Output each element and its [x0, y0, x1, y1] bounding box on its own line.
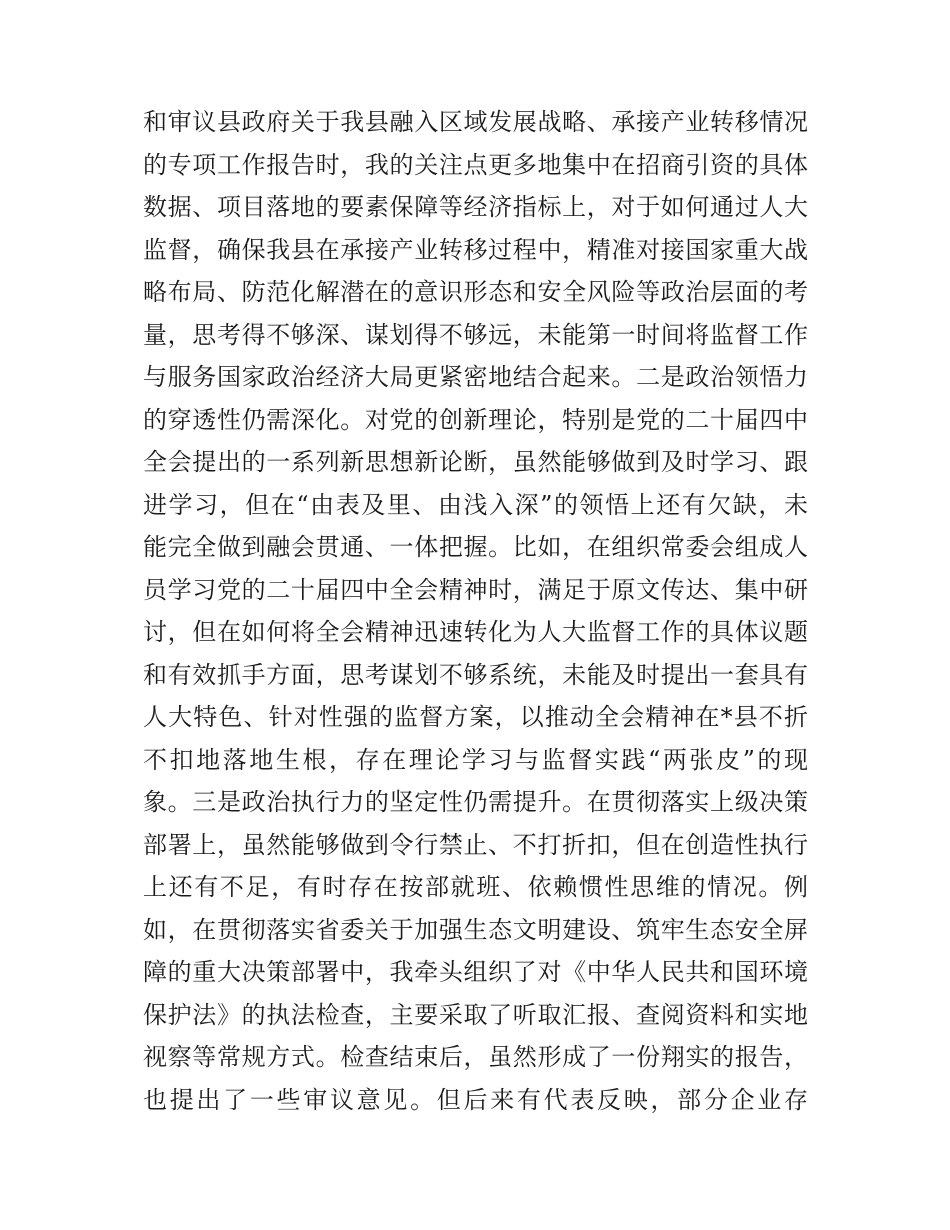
text-line: 人大特色、针对性强的监督方案，以推动全会精神在*县不折	[143, 703, 808, 731]
text-line: 不扣地落地生根，存在理论学习与监督实践“两张皮”的现	[143, 745, 808, 774]
text-line: 视察等常规方式。检查结束后，虽然形成了一份翔实的报告，	[143, 1043, 808, 1071]
text-line: 略布局、防范化解潜在的意识形态和安全风险等政治层面的考	[143, 278, 808, 306]
text-line: 的穿透性仍需深化。对党的创新理论，特别是党的二十届四中	[143, 405, 808, 434]
text-line: 障的重大决策部署中，我牵头组织了对《中华人民共和国环境	[143, 958, 808, 986]
text-line: 讨，但在如何将全会精神迅速转化为人大监督工作的具体议题	[143, 618, 808, 646]
text-line: 员学习党的二十届四中全会精神时，满足于原文传达、集中研	[143, 575, 808, 604]
text-line: 部署上，虽然能够做到令行禁止、不打折扣，但在创造性执行	[143, 830, 808, 859]
text-line: 象。三是政治执行力的坚定性仍需提升。在贯彻落实上级决策	[143, 788, 808, 816]
text-line: 保护法》的执法检查，主要采取了听取汇报、查阅资料和实地	[143, 1000, 808, 1029]
text-line: 和审议县政府关于我县融入区域发展战略、承接产业转移情况	[143, 108, 808, 136]
text-line: 的专项工作报告时，我的关注点更多地集中在招商引资的具体	[143, 150, 808, 179]
text-line: 上还有不足，有时存在按部就班、依赖惯性思维的情况。例	[143, 873, 808, 901]
text-line: 全会提出的一系列新思想新论断，虽然能够做到及时学习、跟	[143, 448, 808, 476]
text-line: 如，在贯彻落实省委关于加强生态文明建设、筑牢生态安全屏	[143, 915, 808, 944]
text-line: 数据、项目落地的要素保障等经济指标上，对于如何通过人大	[143, 193, 808, 221]
text-line: 与服务国家政治经济大局更紧密地结合起来。二是政治领悟力	[143, 363, 808, 391]
text-line: 监督，确保我县在承接产业转移过程中，精准对接国家重大战	[143, 235, 808, 264]
text-line: 也提出了一些审议意见。但后来有代表反映，部分企业存	[143, 1085, 808, 1114]
text-line: 能完全做到融会贯通、一体把握。比如，在组织常委会组成人	[143, 533, 808, 561]
text-line: 进学习，但在“由表及里、由浅入深”的领悟上还有欠缺，未	[143, 490, 808, 519]
body-paragraph	[143, 101, 808, 1121]
text-line: 量，思考得不够深、谋划得不够远，未能第一时间将监督工作	[143, 320, 808, 349]
text-line: 和有效抓手方面，思考谋划不够系统，未能及时提出一套具有	[143, 660, 808, 689]
